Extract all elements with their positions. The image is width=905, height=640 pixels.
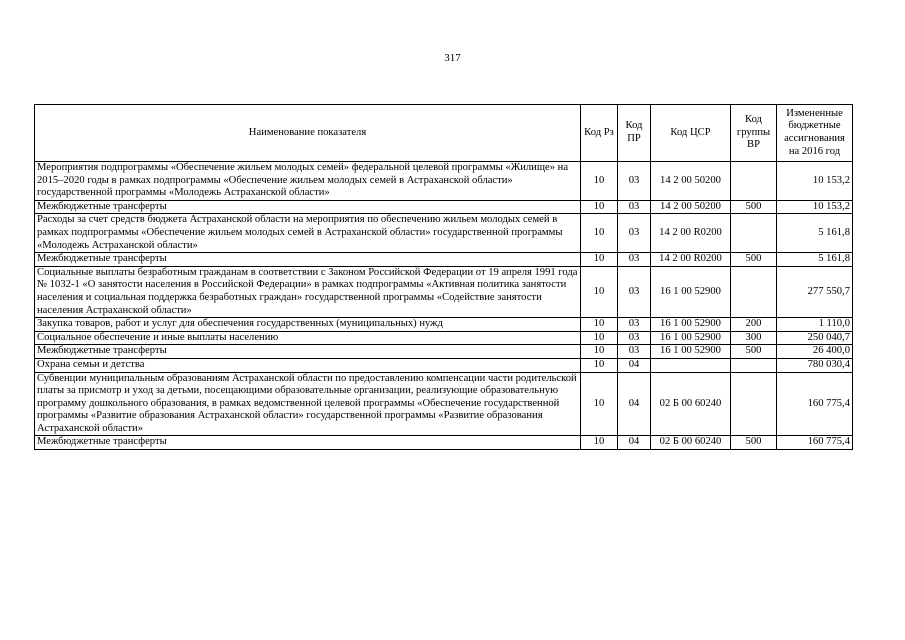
column-header-name: Наименование показателя bbox=[35, 105, 581, 162]
cell-name: Межбюджетные трансферты bbox=[35, 345, 581, 359]
table-row bbox=[35, 436, 853, 450]
cell-csr: 16 1 00 52900 bbox=[651, 266, 731, 317]
cell-name: Межбюджетные трансферты bbox=[35, 436, 581, 450]
table-row bbox=[35, 214, 853, 253]
cell-vr: 500 bbox=[731, 345, 777, 359]
column-header-csr: Код ЦСР bbox=[651, 105, 731, 162]
cell-csr: 16 1 00 52900 bbox=[651, 331, 731, 345]
cell-csr: 14 2 00 R0200 bbox=[651, 253, 731, 267]
cell-name: Закупка товаров, работ и услуг для обеспечения государственных (муниципальных) нужд bbox=[35, 318, 581, 332]
cell-csr: 14 2 00 50200 bbox=[651, 200, 731, 214]
cell-rz: 10 bbox=[581, 253, 618, 267]
cell-pr: 03 bbox=[618, 331, 651, 345]
table-row bbox=[35, 266, 853, 317]
cell-vr bbox=[731, 372, 777, 436]
cell-amount: 160 775,4 bbox=[777, 436, 853, 450]
cell-pr: 03 bbox=[618, 266, 651, 317]
cell-csr: 14 2 00 R0200 bbox=[651, 214, 731, 253]
cell-vr bbox=[731, 266, 777, 317]
cell-name: Охрана семьи и детства bbox=[35, 358, 581, 372]
table-row bbox=[35, 162, 853, 201]
page-number: 317 bbox=[444, 52, 461, 64]
cell-csr bbox=[651, 358, 731, 372]
table-row bbox=[35, 200, 853, 214]
cell-pr: 03 bbox=[618, 200, 651, 214]
cell-csr: 02 Б 00 60240 bbox=[651, 436, 731, 450]
cell-name: Социальное обеспечение и иные выплаты населению bbox=[35, 331, 581, 345]
cell-name: Межбюджетные трансферты bbox=[35, 200, 581, 214]
table-header-row bbox=[35, 105, 853, 162]
cell-rz: 10 bbox=[581, 331, 618, 345]
cell-csr: 02 Б 00 60240 bbox=[651, 372, 731, 436]
cell-amount: 780 030,4 bbox=[777, 358, 853, 372]
cell-name: Мероприятия подпрограммы «Обеспечение жильем молодых семей» федеральной целевой программы «Жилище» на 2015–2020 годы в рамках подпрограммы «Обеспечение жильем молодых семей в Астраханской области» государственной программы «Молодежь Астраханской области» bbox=[35, 162, 581, 201]
column-header-rz: Код Рз bbox=[581, 105, 618, 162]
table-row bbox=[35, 372, 853, 436]
cell-amount: 1 110,0 bbox=[777, 318, 853, 332]
cell-name: Межбюджетные трансферты bbox=[35, 253, 581, 267]
table-row bbox=[35, 345, 853, 359]
budget-table bbox=[34, 104, 853, 450]
cell-pr: 04 bbox=[618, 358, 651, 372]
table-row bbox=[35, 331, 853, 345]
cell-rz: 10 bbox=[581, 162, 618, 201]
cell-pr: 03 bbox=[618, 345, 651, 359]
table-row bbox=[35, 253, 853, 267]
cell-pr: 04 bbox=[618, 436, 651, 450]
cell-rz: 10 bbox=[581, 214, 618, 253]
cell-vr: 200 bbox=[731, 318, 777, 332]
cell-name: Расходы за счет средств бюджета Астраханской области на мероприятия по обеспечению жильем молодых семей в рамках подпрограммы «Обеспечение жильем молодых семей в Астраханской области» государственной программы «Молодежь Астраханской области» bbox=[35, 214, 581, 253]
cell-vr bbox=[731, 214, 777, 253]
cell-amount: 250 040,7 bbox=[777, 331, 853, 345]
cell-pr: 03 bbox=[618, 253, 651, 267]
cell-name: Социальные выплаты безработным гражданам в соответствии с Законом Российской Федерации от 19 апреля 1991 года № 1032-1 «О занятости населения в Российской Федерации» в рамках подпрограммы «Активная политика занятости населения и социальная поддержка безработных граждан» государственной программы «Содействие занятости населения Астраханской области» bbox=[35, 266, 581, 317]
cell-amount: 10 153,2 bbox=[777, 162, 853, 201]
cell-amount: 26 400,0 bbox=[777, 345, 853, 359]
cell-vr: 300 bbox=[731, 331, 777, 345]
cell-amount: 160 775,4 bbox=[777, 372, 853, 436]
cell-pr: 04 bbox=[618, 372, 651, 436]
cell-rz: 10 bbox=[581, 436, 618, 450]
cell-csr: 16 1 00 52900 bbox=[651, 345, 731, 359]
cell-vr: 500 bbox=[731, 200, 777, 214]
cell-rz: 10 bbox=[581, 345, 618, 359]
cell-rz: 10 bbox=[581, 200, 618, 214]
cell-vr: 500 bbox=[731, 436, 777, 450]
column-header-pr: Код ПР bbox=[618, 105, 651, 162]
table-row bbox=[35, 358, 853, 372]
cell-rz: 10 bbox=[581, 266, 618, 317]
cell-vr bbox=[731, 358, 777, 372]
column-header-amount: Измененные бюджетные ассигнования на 2016 год bbox=[777, 105, 853, 162]
cell-rz: 10 bbox=[581, 372, 618, 436]
cell-pr: 03 bbox=[618, 318, 651, 332]
cell-pr: 03 bbox=[618, 214, 651, 253]
table-row bbox=[35, 318, 853, 332]
cell-rz: 10 bbox=[581, 358, 618, 372]
cell-amount: 277 550,7 bbox=[777, 266, 853, 317]
cell-csr: 14 2 00 50200 bbox=[651, 162, 731, 201]
cell-amount: 5 161,8 bbox=[777, 253, 853, 267]
cell-vr: 500 bbox=[731, 253, 777, 267]
cell-amount: 5 161,8 bbox=[777, 214, 853, 253]
cell-name: Субвенции муниципальным образованиям Астраханской области по предоставлению компенсации части родительской платы за присмотр и уход за детьми, посещающими образовательные организации, реализующие образовательную программу дошкольного образования, в рамках ведомственной целевой программы «Обеспечение государственной программы «Развитие образования Астраханской области» государственной программы «Развитие образования Астраханской области» bbox=[35, 372, 581, 436]
cell-rz: 10 bbox=[581, 318, 618, 332]
cell-vr bbox=[731, 162, 777, 201]
column-header-vr: Код группы ВР bbox=[731, 105, 777, 162]
cell-csr: 16 1 00 52900 bbox=[651, 318, 731, 332]
cell-pr: 03 bbox=[618, 162, 651, 201]
cell-amount: 10 153,2 bbox=[777, 200, 853, 214]
